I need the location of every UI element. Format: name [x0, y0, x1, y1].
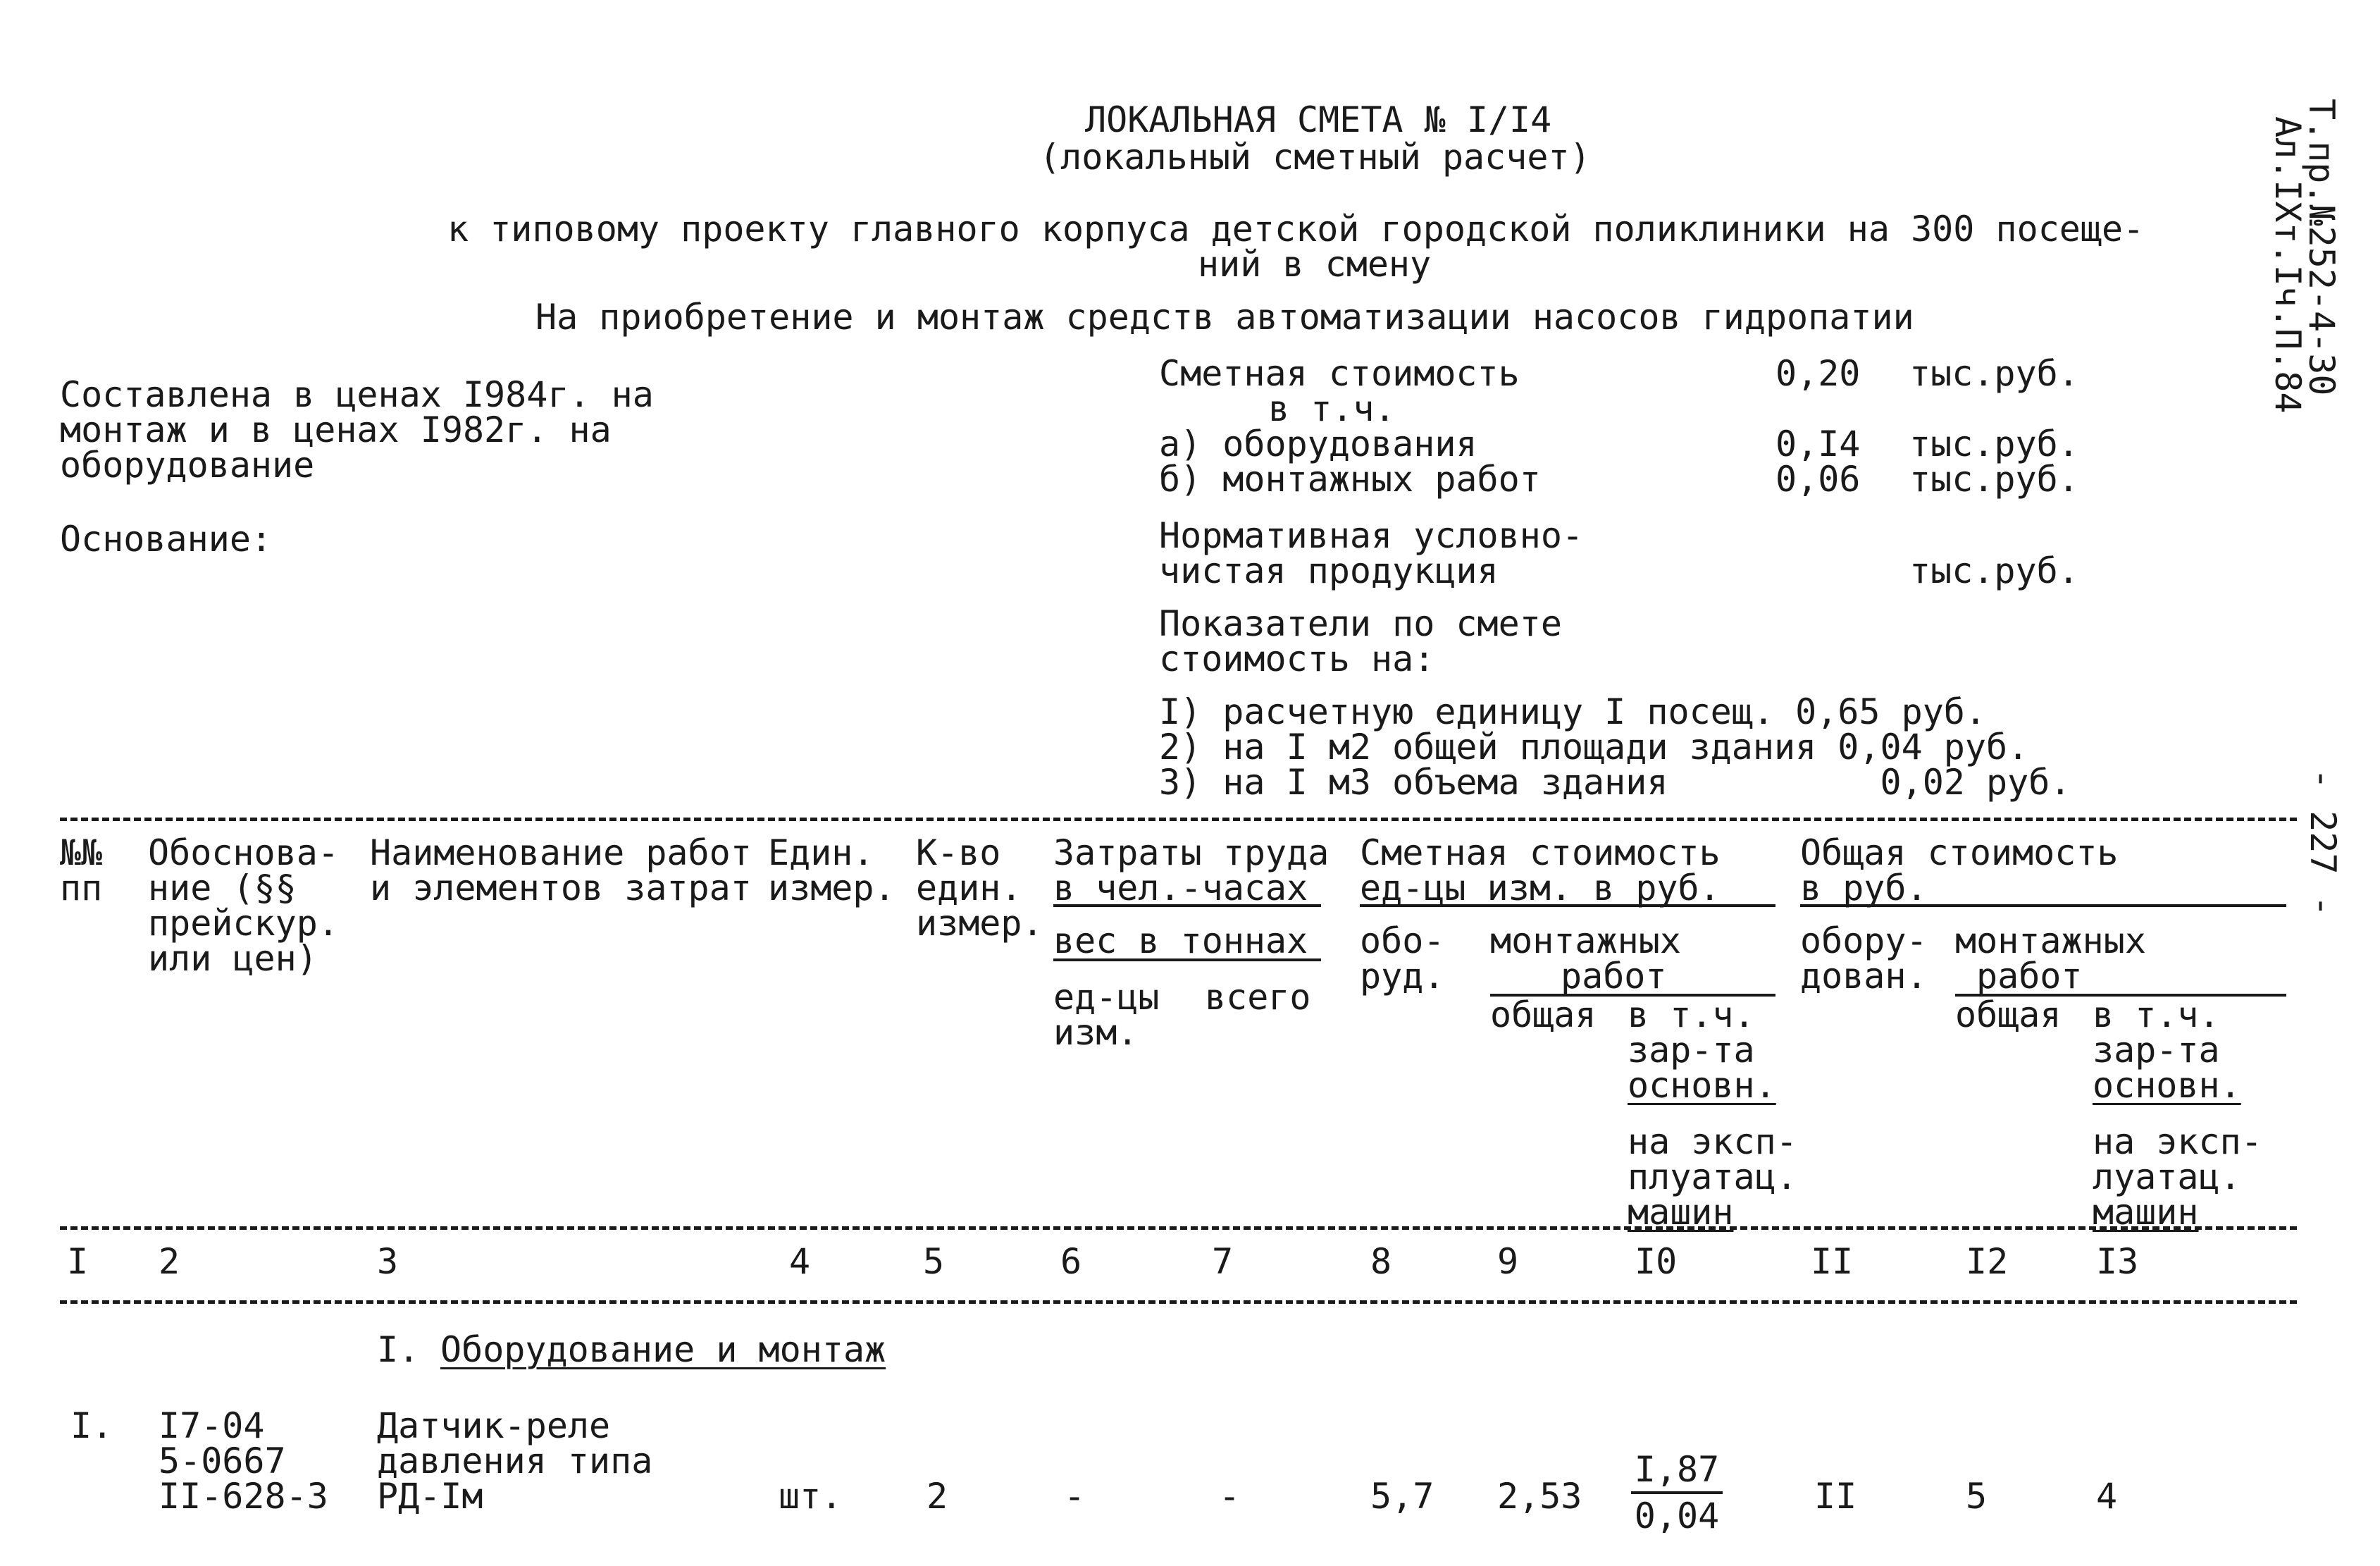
equip-label: а) оборудования: [1159, 424, 1477, 464]
header-install-col3: монтажных: [1955, 920, 2146, 961]
column-number: 8: [1370, 1241, 1392, 1282]
row-install-fraction: [1631, 1449, 1723, 1536]
project-line-1: к типовому проекту главного корпуса детской городской поликлиники на 300 посеще-: [447, 209, 2145, 249]
basis-label: Основание:: [60, 519, 273, 560]
indicators-line-1: Показатели по смете: [1159, 603, 1562, 644]
table-top-rule: [60, 818, 2297, 821]
header-install-col-2: работ: [1561, 956, 1667, 997]
header-equip-col2-1: обору-: [1800, 920, 1928, 961]
cost-label: Сметная стоимость: [1159, 353, 1520, 394]
header-machines-b-2: луатац.: [2093, 1157, 2241, 1197]
header-unit-1: Един.: [768, 832, 874, 873]
header-install-col4: работ: [1976, 956, 2083, 997]
indicators-line-2: стоимость на:: [1159, 639, 1435, 679]
purpose-line: На приобретение и монтаж средств автоматизации насосов гидропатии: [535, 297, 1914, 338]
row-name-2: давления типа: [377, 1441, 653, 1481]
header-general-a: общая: [1490, 994, 1597, 1035]
column-number: II: [1811, 1241, 1854, 1282]
header-unit-2: измер.: [768, 868, 895, 908]
prices-note-line-1: Составлена в ценах I984г. на: [60, 374, 654, 415]
prices-note-line-3: оборудование: [60, 445, 315, 486]
indicator-2: 2) на I м2 общей площади здания 0,04 руб.: [1159, 727, 2029, 767]
margin-reference-1: Т.пр.№252-4-30: [2301, 99, 2342, 396]
header-unit-col-1: ед-цы: [1053, 977, 1160, 1018]
header-incl-a-1: в т.ч.: [1628, 994, 1755, 1035]
header-total-cost: Общая стоимость: [1800, 832, 2119, 873]
header-total-cost-2: в руб.: [1800, 868, 1928, 908]
weight-underline: [1053, 958, 1321, 961]
prices-note-line-2: монтаж и в ценах I982г. на: [60, 409, 612, 450]
row-unit: шт.: [779, 1476, 843, 1517]
row-basis-1: I7-04: [159, 1405, 265, 1446]
header-name-1: Наименование работ: [370, 832, 752, 873]
row-install-sum: 5: [1966, 1476, 1988, 1517]
row-labor-total: -: [1219, 1476, 1241, 1517]
labor-underline: [1053, 904, 1321, 907]
header-incl-b-1: в т.ч.: [2093, 994, 2220, 1035]
normative-unit: тыс.руб.: [1909, 550, 2079, 591]
install-value: 0,06: [1775, 459, 1861, 500]
equip-unit: тыс.руб.: [1909, 424, 2079, 464]
column-number: I: [67, 1241, 89, 1282]
header-machines-a-3: машин: [1628, 1192, 1734, 1233]
fraction-bar: [1631, 1491, 1723, 1494]
header-incl-b-3: основн.: [2093, 1065, 2241, 1106]
document-title: ЛОКАЛЬНАЯ СМЕТА № I/I4: [1085, 99, 1552, 140]
header-bottom-rule: [60, 1226, 2297, 1230]
cost-unit: тыс.руб.: [1909, 353, 2079, 394]
header-machines-a-1: на эксп-: [1628, 1121, 1797, 1162]
cost-value: 0,20: [1775, 353, 1861, 394]
row-number: I.: [70, 1405, 113, 1446]
unit-cost-underline: [1360, 904, 1775, 907]
header-machines-b-3: машин: [2093, 1192, 2199, 1233]
row-name-1: Датчик-реле: [377, 1405, 611, 1446]
column-number: 7: [1212, 1241, 1234, 1282]
header-basis-1: Обоснова-: [148, 832, 339, 873]
row-equip-price: 5,7: [1370, 1476, 1434, 1517]
header-unit-cost-2: ед-цы изм. в руб.: [1360, 868, 1721, 908]
header-labor-2: в чел.-часах: [1053, 868, 1308, 908]
column-number: 5: [923, 1241, 945, 1282]
install-label: б) монтажных работ: [1159, 459, 1541, 500]
total-cost-underline: [1800, 904, 2286, 907]
section-title: Оборудование и монтаж: [440, 1329, 886, 1370]
header-qty-2: един.: [916, 868, 1022, 908]
row-install-machines: 0,04: [1634, 1496, 1720, 1536]
install-unit: тыс.руб.: [1909, 459, 2079, 500]
normative-line-2: чистая продукция: [1159, 550, 1499, 591]
indicator-3: 3) на I м3 объема здания 0,02 руб.: [1159, 762, 2071, 803]
header-incl-a-3: основн.: [1628, 1065, 1776, 1106]
header-unit-col-2: изм.: [1053, 1012, 1139, 1053]
header-name-2: и элементов затрат: [370, 868, 752, 908]
header-general-b: общая: [1955, 994, 2062, 1035]
page-number: - 227 -: [2302, 768, 2343, 917]
row-equip-total: II: [1814, 1476, 1857, 1517]
header-basis-2: ние (§§: [148, 868, 297, 908]
row-basis-3: II-628-3: [159, 1476, 328, 1517]
header-equip-col-1: обо-: [1360, 920, 1445, 961]
header-equip-col-2: руд.: [1360, 956, 1445, 997]
header-basis-3: прейскур.: [148, 903, 339, 944]
document-subtitle: (локальный сметный расчет): [1039, 137, 1591, 178]
row-qty: 2: [926, 1476, 948, 1517]
header-basis-4: или цен): [148, 938, 318, 979]
column-number: 3: [377, 1241, 399, 1282]
column-numbers-rule: [60, 1300, 2297, 1304]
column-number: 9: [1497, 1241, 1519, 1282]
header-install-col: монтажных: [1490, 920, 1681, 961]
header-incl-b-2: зар-та: [2093, 1030, 2220, 1071]
margin-reference-2: Ал.IХт.Iч.П.84: [2267, 116, 2308, 414]
row-install-salary: I,87: [1634, 1449, 1720, 1490]
header-unit-cost: Сметная стоимость: [1360, 832, 1721, 873]
column-number: 2: [159, 1241, 180, 1282]
column-number: I2: [1966, 1241, 2009, 1282]
column-number: 6: [1060, 1241, 1082, 1282]
normative-line-1: Нормативная условно-: [1159, 515, 1584, 556]
header-weight: вес в тоннах: [1053, 920, 1308, 961]
equip-value: 0,I4: [1775, 424, 1861, 464]
header-labor: Затраты труда: [1053, 832, 1330, 873]
header-total-col: всего: [1205, 977, 1311, 1018]
column-number: I3: [2096, 1241, 2139, 1282]
header-num-2: пп: [60, 868, 103, 908]
header-equip-col2-2: дован.: [1800, 956, 1928, 997]
header-qty-3: измер.: [916, 903, 1043, 944]
header-qty-1: К-во: [916, 832, 1001, 873]
header-num-1: №№: [60, 832, 103, 873]
row-name-3: РД-Iм: [377, 1476, 483, 1517]
project-line-2: ний в смену: [1198, 244, 1432, 285]
section-number: I.: [377, 1329, 420, 1370]
row-basis-2: 5-0667: [159, 1441, 286, 1481]
indicator-1: I) расчетную единицу I посещ. 0,65 руб.: [1159, 691, 1986, 732]
header-machines-b-1: на эксп-: [2093, 1121, 2262, 1162]
row-labor-unit: -: [1064, 1476, 1086, 1517]
column-number: 4: [789, 1241, 811, 1282]
row-install-sum-salary: 4: [2096, 1476, 2118, 1517]
row-install-total: 2,53: [1497, 1476, 1582, 1517]
incl-label: в т.ч.: [1268, 388, 1396, 429]
column-number: I0: [1635, 1241, 1678, 1282]
header-machines-a-2: плуатац.: [1628, 1157, 1797, 1197]
header-incl-a-2: зар-та: [1628, 1030, 1755, 1071]
